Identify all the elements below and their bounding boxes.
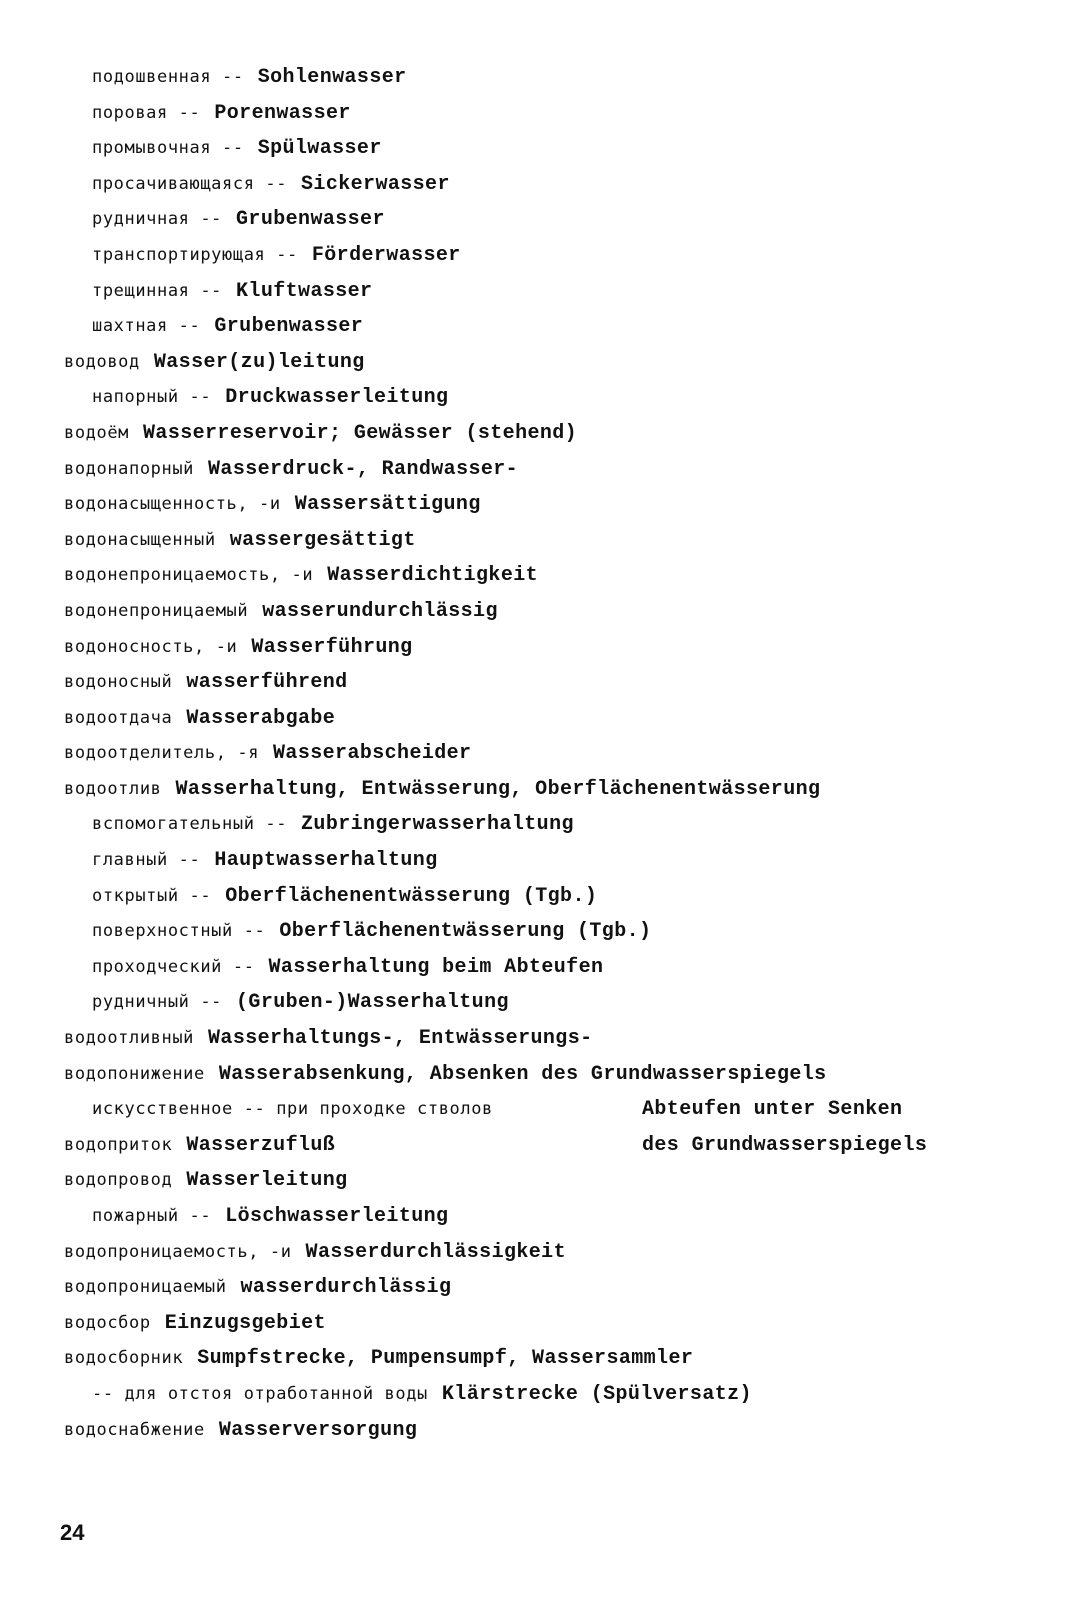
sub-entry — [64, 1199, 1024, 1235]
sub-entry — [64, 96, 1024, 132]
russian-term: промывочная -- — [92, 138, 244, 159]
german-translation: wasserdurchlässig — [240, 1276, 452, 1300]
sub-entry — [64, 950, 1024, 986]
sub-entry — [64, 914, 1024, 950]
headword-entry — [64, 1057, 1024, 1093]
page-number: 24 — [60, 1520, 85, 1545]
sub-entry — [64, 1377, 1024, 1413]
russian-term: рудничная -- — [92, 209, 223, 230]
german-translation: Wasserdichtigkeit — [327, 564, 539, 588]
russian-term: водоём — [64, 422, 130, 443]
sub-entry — [64, 131, 1024, 167]
russian-term: шахтная -- — [92, 316, 201, 337]
sub-entry — [64, 60, 1024, 96]
headword-entry — [64, 665, 1024, 701]
russian-term: водонапорный — [64, 458, 195, 479]
headword-entry — [64, 1021, 1024, 1057]
headword-entry — [64, 1163, 1024, 1199]
russian-term: подошвенная -- — [92, 67, 244, 87]
russian-term: транспортирующая -- — [92, 244, 298, 265]
sub-entry — [64, 879, 1024, 915]
headword-entry — [64, 1413, 1024, 1449]
german-translation-continuation: Abteufen unter Senken — [642, 1098, 903, 1122]
russian-term: водовод — [64, 351, 140, 372]
headword-entry — [64, 772, 1024, 808]
german-translation: (Gruben-)Wasserhaltung — [236, 991, 509, 1015]
headword-entry — [64, 452, 1024, 488]
russian-term: водосборник — [64, 1348, 184, 1369]
german-translation: Spülwasser — [257, 137, 382, 161]
russian-term: водонепроницаемый — [64, 600, 249, 621]
russian-term: вспомогательный -- — [92, 814, 288, 835]
headword-entry — [64, 416, 1024, 452]
sub-entry — [64, 274, 1024, 310]
german-translation: Förderwasser — [311, 243, 461, 267]
sub-entry — [64, 807, 1024, 843]
russian-term: водоотдача — [64, 707, 173, 728]
russian-term: проходческий -- — [92, 956, 255, 977]
german-translation: Wasserreservoir; Gewässer (stehend) — [143, 421, 578, 445]
german-translation: Wasserdruck-, Randwasser- — [208, 457, 519, 481]
german-translation: Wasserdurchlässigkeit — [305, 1240, 566, 1264]
german-translation: Sumpfstrecke, Pumpensumpf, Wassersammler — [197, 1347, 694, 1371]
german-translation: Hauptwasserhaltung — [214, 849, 438, 873]
russian-term: водопровод — [64, 1170, 173, 1191]
sub-entry — [64, 167, 1024, 203]
headword-entry — [64, 487, 1024, 523]
russian-term: поровая -- — [92, 102, 201, 123]
russian-term: водопроницаемый — [64, 1277, 227, 1298]
russian-term: водоотделитель, -я — [64, 743, 260, 764]
german-translation: Wasser(zu)leitung — [153, 350, 365, 374]
russian-term: пожарный -- — [92, 1206, 212, 1226]
sub-entry — [64, 985, 1024, 1021]
german-translation: Löschwasserleitung — [225, 1205, 449, 1228]
headword-entry — [64, 1306, 1024, 1342]
german-translation: Wasserversorgung — [218, 1418, 418, 1442]
russian-term: водоприток — [64, 1134, 173, 1155]
german-translation: Wasserzufluß — [186, 1133, 336, 1157]
russian-term: водопонижение — [64, 1063, 205, 1084]
russian-term: водоотлив — [64, 778, 162, 799]
german-translation: Wasserhaltung, Entwässerung, Oberflächenentwässerung — [175, 777, 821, 801]
russian-term: водонасыщенный — [64, 529, 216, 550]
german-translation: Sickerwasser — [301, 172, 450, 196]
russian-term: -- для отстоя отработанной воды — [92, 1383, 428, 1404]
german-translation: Oberflächenentwässerung (Tgb.) — [225, 884, 598, 908]
russian-term: главный -- — [92, 850, 201, 871]
russian-term: водонасыщенность, -и — [64, 494, 281, 515]
russian-term: водосбор — [64, 1312, 151, 1333]
german-translation: Wasserabgabe — [186, 706, 336, 730]
headword-entry — [64, 558, 1024, 594]
german-translation: Kluftwasser — [236, 279, 373, 303]
russian-term: искусственное -- при проходке стволов — [92, 1099, 493, 1120]
russian-term: рудничный -- — [92, 992, 223, 1013]
german-translation-continuation: des Grundwasserspiegels — [642, 1133, 928, 1157]
german-translation: Wassersättigung — [294, 493, 481, 517]
headword-entry — [64, 594, 1024, 630]
german-translation: Oberflächenentwässerung (Tgb.) — [279, 920, 652, 944]
german-translation: Wasserabscheider — [273, 742, 472, 766]
german-translation: Wasserleitung — [186, 1169, 348, 1193]
german-translation: Druckwasserleitung — [225, 386, 449, 410]
entry-list — [64, 60, 1024, 1448]
german-translation: Grubenwasser — [214, 315, 364, 339]
german-translation: wasserführend — [186, 671, 348, 695]
sub-entry — [64, 202, 1024, 238]
sub-entry — [64, 380, 1024, 416]
german-translation: Einzugsgebiet — [164, 1311, 326, 1335]
headword-entry — [64, 345, 1024, 381]
headword-entry — [64, 736, 1024, 772]
headword-entry — [64, 523, 1024, 559]
german-translation: Sohlenwasser — [257, 66, 407, 89]
russian-term: водонепроницаемость, -и — [64, 565, 314, 586]
german-translation: Porenwasser — [214, 101, 351, 125]
headword-entry — [64, 630, 1024, 666]
russian-term: водоносность, -и — [64, 636, 238, 657]
headword-entry — [64, 1270, 1024, 1306]
russian-term: просачивающаяся -- — [92, 173, 288, 194]
russian-term: трещинная -- — [92, 280, 223, 301]
german-translation: Grubenwasser — [236, 208, 385, 232]
sub-entry — [64, 843, 1024, 879]
russian-term: водоснабжение — [64, 1419, 205, 1440]
german-translation: Zubringerwasserhaltung — [301, 813, 574, 837]
headword-entry — [64, 1128, 1024, 1164]
german-translation: Wasserabsenkung, Absenken des Grundwasserspiegels — [218, 1062, 827, 1086]
german-translation: wasserundurchlässig — [262, 599, 498, 623]
russian-term: открытый -- — [92, 885, 212, 906]
russian-term: поверхностный -- — [92, 921, 266, 942]
sub-entry — [64, 309, 1024, 345]
russian-term: напорный -- — [92, 387, 212, 408]
russian-term: водоносный — [64, 672, 173, 693]
headword-entry — [64, 1341, 1024, 1377]
headword-entry — [64, 701, 1024, 737]
sub-entry — [64, 1092, 1024, 1128]
german-translation: Wasserhaltungs-, Entwässerungs- — [208, 1027, 593, 1051]
headword-entry — [64, 1235, 1024, 1271]
russian-term: водопроницаемость, -и — [64, 1241, 292, 1262]
german-translation: Wasserführung — [251, 635, 413, 659]
german-translation: Wasserhaltung beim Abteufen — [268, 955, 604, 979]
german-translation: Klärstrecke (Spülversatz) — [441, 1382, 752, 1406]
russian-term: водоотливный — [64, 1028, 195, 1049]
sub-entry — [64, 238, 1024, 274]
german-translation: wassergesättigt — [229, 528, 416, 552]
